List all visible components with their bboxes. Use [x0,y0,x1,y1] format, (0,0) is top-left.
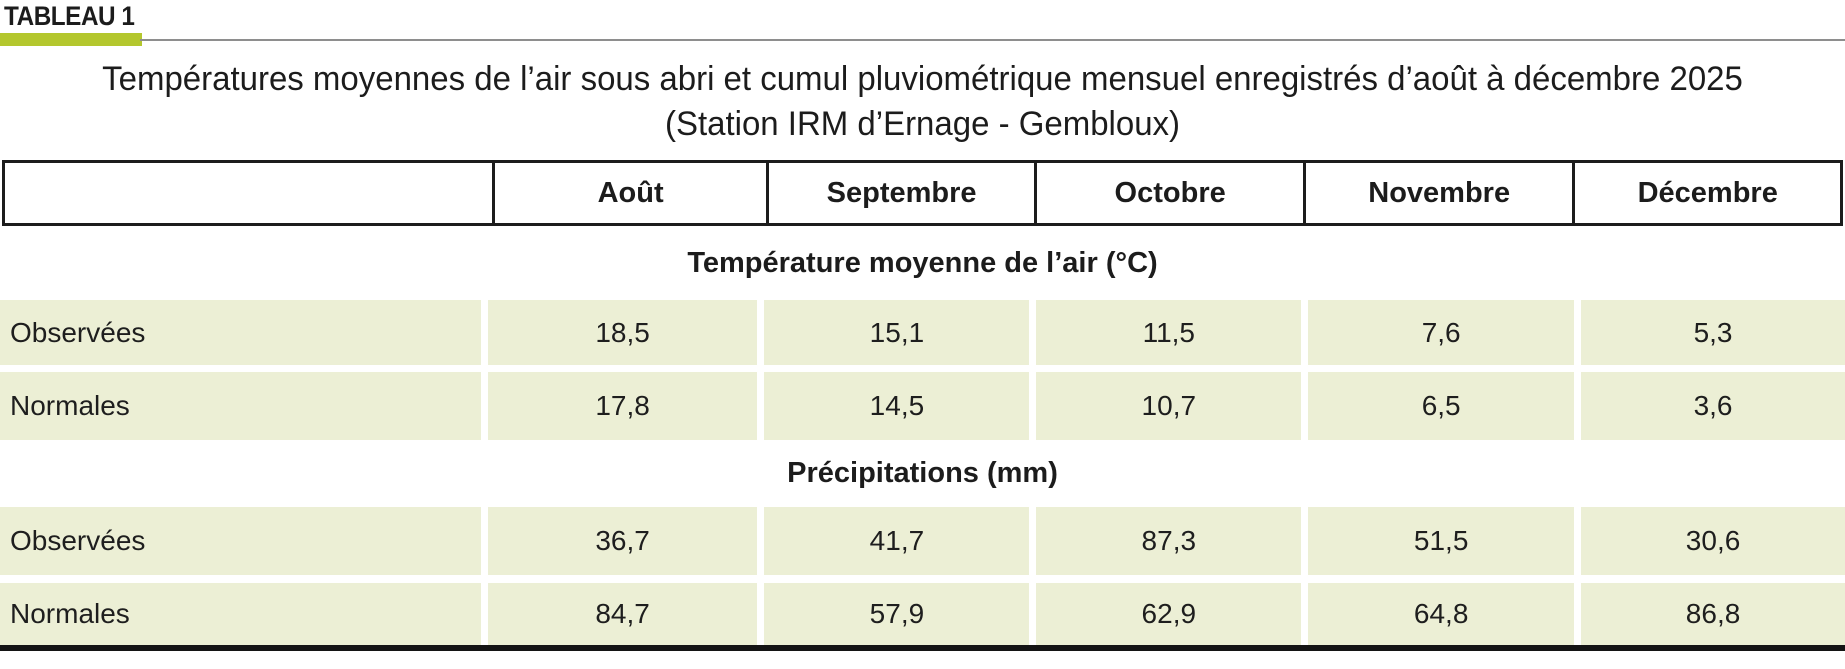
value-cell: 18,5 [488,300,758,365]
table-label: TABLEAU 1 [4,1,135,31]
value-cell: 15,1 [764,300,1029,365]
table-title-line1: Températures moyennes de l’air sous abri et cumul pluviométrique mensuel enregistrés d’août à décembre 2025 [102,60,1743,98]
accent-underline-bar [0,33,142,46]
table-row-precipitation-normals [0,583,1845,645]
value-cell: 84,7 [488,583,758,645]
value-cell: 10,7 [1036,372,1301,440]
value-cell: 64,8 [1308,583,1574,645]
value-cell: 5,3 [1581,300,1845,365]
table-title [0,57,1845,147]
value-cell: 11,5 [1036,300,1301,365]
value-cell: 57,9 [764,583,1029,645]
value-cell: 87,3 [1036,507,1301,575]
value-cell: 51,5 [1308,507,1574,575]
value-cell: 86,8 [1581,583,1845,645]
row-label: Observées [0,507,481,575]
value-cell: 14,5 [764,372,1029,440]
section-header-precipitation: Précipitations (mm) [0,440,1845,507]
table-row-temperature-normals [0,372,1845,440]
table-title-line2: (Station IRM d’Ernage - Gembloux) [664,105,1181,143]
table-bottom-border [0,645,1845,651]
value-cell: 30,6 [1581,507,1845,575]
header-cell-october: Octobre [1034,163,1303,223]
header-cell-december: Décembre [1572,163,1840,223]
horizontal-rule [140,39,1845,41]
section-header-temperature: Température moyenne de l’air (°C) [0,227,1845,300]
row-label: Observées [0,300,481,365]
table-row-precipitation-observed [0,507,1845,575]
header-cell-september: Septembre [766,163,1035,223]
table-row-temperature-observed [0,300,1845,365]
value-cell: 17,8 [488,372,758,440]
row-label: Normales [0,583,481,645]
table-header-row [2,160,1843,226]
value-cell: 62,9 [1036,583,1301,645]
header-cell-november: Novembre [1303,163,1573,223]
value-cell: 36,7 [488,507,758,575]
value-cell: 41,7 [764,507,1029,575]
header-cell-august: Août [492,163,766,223]
value-cell: 6,5 [1308,372,1574,440]
header-cell-empty [5,163,492,223]
value-cell: 3,6 [1581,372,1845,440]
value-cell: 7,6 [1308,300,1574,365]
row-label: Normales [0,372,481,440]
